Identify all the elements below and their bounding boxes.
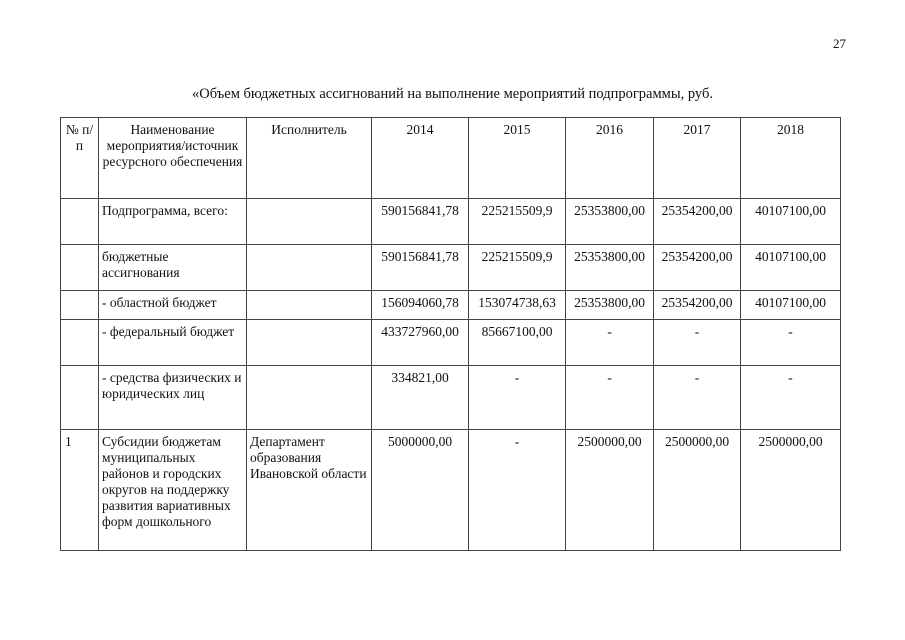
cell-2015: 85667100,00: [469, 320, 566, 366]
cell-2018: -: [741, 366, 841, 430]
cell-2016: -: [566, 320, 654, 366]
cell-2015: 225215509,9: [469, 245, 566, 291]
column-header-2018: 2018: [741, 118, 841, 199]
cell-2014: 334821,00: [372, 366, 469, 430]
cell-2015: -: [469, 430, 566, 551]
cell-number: [61, 320, 99, 366]
cell-2018: 2500000,00: [741, 430, 841, 551]
cell-number: [61, 291, 99, 320]
table-row: [61, 320, 841, 366]
cell-2016: 25353800,00: [566, 291, 654, 320]
column-header-executor: Исполнитель: [247, 118, 372, 199]
cell-number: [61, 366, 99, 430]
cell-2017: -: [654, 320, 741, 366]
column-header-2015: 2015: [469, 118, 566, 199]
cell-name: Подпрограмма, всего:: [99, 199, 247, 245]
column-header-2016: 2016: [566, 118, 654, 199]
column-header-2017: 2017: [654, 118, 741, 199]
cell-2017: 25354200,00: [654, 199, 741, 245]
column-header-name: Наименование мероприятия/источник ресурсного обеспечения: [99, 118, 247, 199]
table-row: [61, 291, 841, 320]
cell-2016: -: [566, 366, 654, 430]
cell-2017: 2500000,00: [654, 430, 741, 551]
cell-name: бюджетные ассигнования: [99, 245, 247, 291]
cell-2017: -: [654, 366, 741, 430]
cell-executor: [247, 291, 372, 320]
cell-executor: Департамент образования Ивановской области: [247, 430, 372, 551]
cell-2014: 156094060,78: [372, 291, 469, 320]
table-row: [61, 366, 841, 430]
table-row: [61, 245, 841, 291]
cell-name: Субсидии бюджетам муниципальных районов и городских округов на поддержку развития вариативных форм дошкольного: [99, 430, 247, 551]
cell-2014: 433727960,00: [372, 320, 469, 366]
column-header-2014: 2014: [372, 118, 469, 199]
cell-2015: 153074738,63: [469, 291, 566, 320]
table-row: [61, 199, 841, 245]
cell-executor: [247, 199, 372, 245]
cell-2017: 25354200,00: [654, 245, 741, 291]
header-row: [61, 118, 841, 199]
cell-2015: 225215509,9: [469, 199, 566, 245]
cell-2014: 590156841,78: [372, 199, 469, 245]
cell-number: 1: [61, 430, 99, 551]
cell-number: [61, 245, 99, 291]
cell-number: [61, 199, 99, 245]
cell-2018: 40107100,00: [741, 291, 841, 320]
cell-2018: 40107100,00: [741, 245, 841, 291]
cell-executor: [247, 245, 372, 291]
cell-2016: 2500000,00: [566, 430, 654, 551]
cell-2018: 40107100,00: [741, 199, 841, 245]
page-number: 27: [833, 36, 846, 51]
cell-2018: -: [741, 320, 841, 366]
cell-name: - федеральный бюджет: [99, 320, 247, 366]
cell-2014: 590156841,78: [372, 245, 469, 291]
column-header-number: № п/п: [61, 118, 99, 199]
cell-name: - средства физических и юридических лиц: [99, 366, 247, 430]
cell-2017: 25354200,00: [654, 291, 741, 320]
table-title: «Объем бюджетных ассигнований на выполнение мероприятий подпрограммы, руб.: [192, 86, 713, 102]
cell-2016: 25353800,00: [566, 199, 654, 245]
budget-table: [60, 117, 841, 551]
cell-2016: 25353800,00: [566, 245, 654, 291]
cell-2014: 5000000,00: [372, 430, 469, 551]
cell-executor: [247, 366, 372, 430]
table-row: [61, 430, 841, 551]
cell-name: - областной бюджет: [99, 291, 247, 320]
cell-2015: -: [469, 366, 566, 430]
cell-executor: [247, 320, 372, 366]
